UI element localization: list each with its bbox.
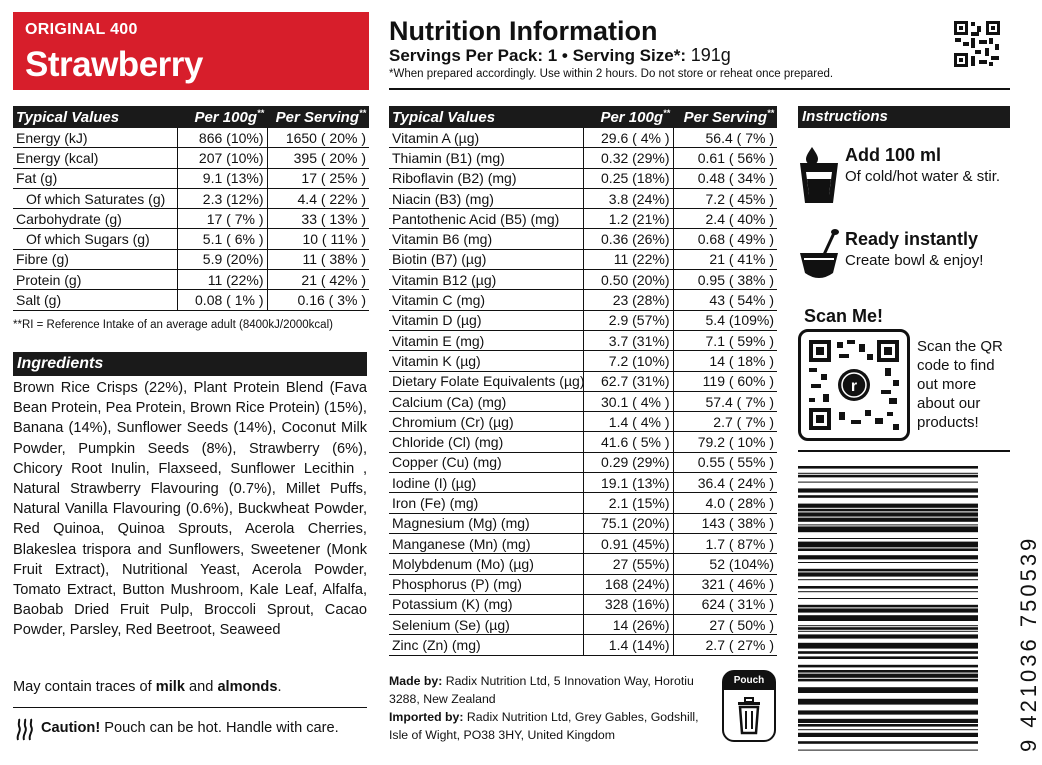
nutrient-name: Chromium (Cr) (µg) — [389, 412, 583, 432]
barcode-bar — [798, 598, 978, 599]
nutrient-name: Riboflavin (B2) (mg) — [389, 168, 583, 188]
per-serving-value: 2.4 ( 40% ) — [673, 209, 777, 229]
caution-text: Pouch can be hot. Handle with care. — [100, 720, 339, 736]
nutrient-name: Of which Sugars (g) — [13, 229, 177, 249]
table-row — [389, 310, 777, 330]
pouch-disposal-badge — [722, 670, 776, 742]
nutrient-name: Zinc (Zn) (mg) — [389, 635, 583, 655]
per-100g-value: 0.50 (20%) — [583, 270, 673, 290]
nutrient-name: Salt (g) — [13, 290, 177, 310]
table-row — [13, 128, 369, 148]
barcode-bar — [798, 615, 978, 621]
nutrient-name: Chloride (Cl) (mg) — [389, 432, 583, 452]
servings-info — [389, 45, 731, 66]
barcode-bar — [798, 524, 978, 525]
col-typical-values: Typical Values — [389, 106, 583, 128]
bowl-with-spoon-icon — [798, 229, 840, 289]
per-100g-value: 168 (24%) — [583, 574, 673, 594]
heat-icon — [15, 718, 35, 742]
per-serving-value: 5.4 (109%) — [673, 310, 777, 330]
svg-text:r: r — [850, 378, 858, 395]
allergen-almonds: almonds — [217, 679, 278, 695]
step-1-text: Of cold/hot water & stir. — [845, 168, 1001, 185]
per-serving-value: 7.2 ( 45% ) — [673, 188, 777, 208]
per-100g-value: 75.1 (20%) — [583, 513, 673, 533]
nutrient-name: Of which Saturates (g) — [13, 188, 177, 208]
barcode-bar — [798, 750, 978, 751]
col-typical-values: Typical Values — [13, 106, 177, 128]
vitamins-table-header — [389, 106, 777, 128]
per-serving-value: 7.1 ( 59% ) — [673, 330, 777, 350]
barcode-bar — [798, 482, 978, 483]
nutrient-name: Energy (kcal) — [13, 148, 177, 168]
scan-title: Scan Me! — [804, 306, 884, 326]
nutrient-name: Vitamin C (mg) — [389, 290, 583, 310]
barcode-bar — [798, 674, 978, 678]
per-serving-value: 57.4 ( 7% ) — [673, 391, 777, 411]
nutrient-name: Phosphorus (P) (mg) — [389, 574, 583, 594]
step-2-title: Ready instantly — [845, 229, 979, 249]
nutrient-name: Dietary Folate Equivalents (µg) — [389, 371, 583, 391]
nutrient-name: Fibre (g) — [13, 249, 177, 269]
per-100g-value: 0.32 (29%) — [583, 148, 673, 168]
per-serving-value: 119 ( 60% ) — [673, 371, 777, 391]
nutrient-name: Calcium (Ca) (mg) — [389, 391, 583, 411]
ingredients-text: Brown Rice Crisps (22%), Plant Protein Blend (Fava Bean Protein, Pea Protein, Brown Rice Protein) (15%), Banana (14%), Sunflower Seeds (14%), Coconut Milk Powder, Pumpkin Seeds (8%), Strawberry (6%), Chicory Root Inulin, Flaxseed, Sunflower Lecithin , Natural Strawberry Flavouring (0.7%), Millet Puffs, Natural Vanilla Flavouring (0.6%), Buckwheat Powder, Red Quinoa, Quinoa Sprouts, Acerola Cherries, Blakeslea trispora and Sunflowers, Sweetener (Monk Fruit Extract), Nutritional Yeast, Acerola Powder, Tomato Extract, Button Mushroom, Kale Leaf, Alfalfa, Baobab Dried Fruit Pulp, Broccoli Sprout, Cacao Powder, Parsley, Red Beetroot, Seaweed — [13, 380, 367, 639]
instruction-step-1 — [798, 145, 1010, 215]
per-serving-value: 79.2 ( 10% ) — [673, 432, 777, 452]
table-row — [389, 452, 777, 472]
imported-by-label: Imported by: — [389, 710, 464, 724]
table-row — [389, 351, 777, 371]
nutrient-name: Molybdenum (Mo) (µg) — [389, 554, 583, 574]
manufacturer-info — [389, 672, 719, 744]
table-row — [389, 574, 777, 594]
per-serving-value: 2.7 ( 7% ) — [673, 412, 777, 432]
ingredients-header: Ingredients — [13, 352, 367, 376]
nutrient-name: Copper (Cu) (mg) — [389, 452, 583, 472]
per-serving-value: 27 ( 50% ) — [673, 615, 777, 635]
imported-by-text: Radix Nutrition Ltd, Grey Gables, Godshill, Isle of Wight, PO38 3HY, United Kingdom — [389, 710, 699, 742]
per-100g-value: 14 (26%) — [583, 615, 673, 635]
nutrient-name: Iron (Fe) (mg) — [389, 493, 583, 513]
per-serving-value: 11 ( 38% ) — [267, 249, 369, 269]
table-row — [389, 554, 777, 574]
per-100g-value: 2.9 (57%) — [583, 310, 673, 330]
barcode-bar — [798, 665, 978, 668]
barcode-bar — [798, 488, 978, 492]
per-100g-value: 0.08 ( 1% ) — [177, 290, 267, 310]
table-row — [389, 412, 777, 432]
barcode-bar — [798, 710, 978, 714]
per-serving-value: 0.16 ( 3% ) — [267, 290, 369, 310]
per-serving-value: 36.4 ( 24% ) — [673, 473, 777, 493]
nutrition-title: Nutrition Information — [389, 16, 658, 46]
nutrient-name: Biotin (B7) (µg) — [389, 249, 583, 269]
per-100g-value: 866 (10%) — [177, 128, 267, 148]
per-serving-value: 52 (104%) — [673, 554, 777, 574]
per-serving-value: 0.48 ( 34% ) — [673, 168, 777, 188]
per-serving-value: 321 ( 46% ) — [673, 574, 777, 594]
table-row — [389, 371, 777, 391]
barcode-bar — [798, 670, 978, 673]
barcode-icon — [798, 466, 978, 752]
barcode-bar — [798, 586, 978, 589]
barcode-bar — [798, 656, 978, 659]
table-row — [389, 473, 777, 493]
nutrient-name: Vitamin K (µg) — [389, 351, 583, 371]
table-row — [389, 168, 777, 188]
barcode-bar — [798, 555, 978, 559]
nutrient-name: Magnesium (Mg) (mg) — [389, 513, 583, 533]
barcode-bar — [798, 504, 978, 508]
step-1-title: Add 100 ml — [845, 145, 942, 165]
per-serving-value: 1.7 ( 87% ) — [673, 533, 777, 553]
per-100g-value: 19.1 (13%) — [583, 473, 673, 493]
brand-banner — [13, 12, 369, 90]
table-row — [389, 635, 777, 655]
barcode-bar — [798, 542, 978, 548]
barcode-bar — [798, 605, 978, 608]
per-100g-value: 1.4 ( 4% ) — [583, 412, 673, 432]
table-row — [389, 594, 777, 614]
per-serving-value: 17 ( 25% ) — [267, 168, 369, 188]
nutrient-name: Vitamin B12 (µg) — [389, 270, 583, 290]
vitamins-minerals-table — [389, 106, 777, 656]
barcode-bar — [798, 473, 978, 474]
nutrient-name: Vitamin B6 (mg) — [389, 229, 583, 249]
barcode-bar — [798, 627, 978, 630]
barcode-bar — [798, 466, 978, 469]
per-100g-value: 328 (16%) — [583, 594, 673, 614]
table-row — [389, 249, 777, 269]
pouch-label: Pouch — [724, 672, 774, 690]
per-100g-value: 23 (28%) — [583, 290, 673, 310]
table-row — [389, 148, 777, 168]
per-serving-value: 0.95 ( 38% ) — [673, 270, 777, 290]
barcode-bar — [798, 569, 978, 572]
step-2-text: Create bowl & enjoy! — [845, 252, 984, 269]
nutrient-name: Niacin (B3) (mg) — [389, 188, 583, 208]
per-100g-value: 5.1 ( 6% ) — [177, 229, 267, 249]
barcode-bar — [798, 538, 978, 539]
barcode-bar — [798, 625, 978, 626]
nutrient-name: Selenium (Se) (µg) — [389, 615, 583, 635]
per-serving-value: 624 ( 31% ) — [673, 594, 777, 614]
instruction-step-2 — [798, 229, 1010, 299]
barcode-bar — [798, 526, 978, 532]
table-row — [389, 513, 777, 533]
per-serving-value: 143 ( 38% ) — [673, 513, 777, 533]
table-row — [389, 188, 777, 208]
barcode-bar — [798, 724, 978, 727]
per-serving-value: 14 ( 18% ) — [673, 351, 777, 371]
per-100g-value: 0.29 (29%) — [583, 452, 673, 472]
barcode-bar — [798, 518, 978, 522]
flavour-name: Strawberry — [25, 45, 203, 84]
barcode-bar — [798, 579, 978, 580]
caution-note — [13, 716, 367, 744]
header-divider — [389, 88, 1010, 90]
table-row — [389, 209, 777, 229]
table-row — [13, 209, 369, 229]
per-100g-value: 1.2 (21%) — [583, 209, 673, 229]
per-100g-value: 62.7 (31%) — [583, 371, 673, 391]
table-row — [389, 432, 777, 452]
per-100g-value: 2.1 (15%) — [583, 493, 673, 513]
per-serving-value: 1650 ( 20% ) — [267, 128, 369, 148]
per-100g-value: 9.1 (13%) — [177, 168, 267, 188]
product-line: ORIGINAL 400 — [25, 21, 138, 38]
col-per-100g: Per 100g** — [583, 106, 673, 128]
per-serving-value: 395 ( 20% ) — [267, 148, 369, 168]
table-row — [389, 290, 777, 310]
col-per-100g: Per 100g** — [177, 106, 267, 128]
table-row — [389, 391, 777, 411]
per-serving-value: 33 ( 13% ) — [267, 209, 369, 229]
instructions-header: Instructions — [798, 106, 1010, 128]
barcode-bar — [798, 608, 978, 612]
per-100g-value: 27 (55%) — [583, 554, 673, 574]
nutrient-name: Carbohydrate (g) — [13, 209, 177, 229]
per-100g-value: 30.1 ( 4% ) — [583, 391, 673, 411]
per-100g-value: 207 (10%) — [177, 148, 267, 168]
nutrient-name: Protein (g) — [13, 270, 177, 290]
qr-code-icon[interactable] — [809, 340, 899, 430]
per-100g-value: 3.8 (24%) — [583, 188, 673, 208]
barcode-bar — [798, 719, 978, 723]
nutrient-name: Vitamin D (µg) — [389, 310, 583, 330]
nutrient-name: Manganese (Mn) (mg) — [389, 533, 583, 553]
barcode-bar — [798, 687, 978, 693]
per-serving-value: 21 ( 41% ) — [673, 249, 777, 269]
nutrient-name: Fat (g) — [13, 168, 177, 188]
barcode-bar — [798, 741, 978, 744]
per-100g-value: 1.4 (14%) — [583, 635, 673, 655]
made-by-text: Radix Nutrition Ltd, 5 Innovation Way, Horotiu 3288, New Zealand — [389, 674, 694, 706]
preparation-note: *When prepared accordingly. Use within 2 hours. Do not store or reheat once prepared. — [389, 68, 834, 80]
scan-text: Scan the QR code to find out more about our products! — [917, 338, 1003, 431]
allergen-milk: milk — [155, 679, 185, 695]
per-100g-value: 11 (22%) — [583, 249, 673, 269]
per-100g-value: 17 ( 7% ) — [177, 209, 267, 229]
table-row — [389, 270, 777, 290]
table-row — [13, 229, 369, 249]
per-100g-value: 5.9 (20%) — [177, 249, 267, 269]
per-100g-value: 41.6 ( 5% ) — [583, 432, 673, 452]
table-row — [389, 493, 777, 513]
per-serving-value: 10 ( 11% ) — [267, 229, 369, 249]
per-serving-value: 4.4 ( 22% ) — [267, 188, 369, 208]
nutrient-name: Thiamin (B1) (mg) — [389, 148, 583, 168]
per-serving-value: 0.68 ( 49% ) — [673, 229, 777, 249]
nutrient-name: Pantothenic Acid (B5) (mg) — [389, 209, 583, 229]
barcode-bar — [798, 651, 978, 654]
barcode-number: 9 421036 750539 — [1016, 535, 1041, 752]
nutrient-name: Potassium (K) (mg) — [389, 594, 583, 614]
nutrition-table — [13, 106, 369, 311]
per-100g-value: 2.3 (12%) — [177, 188, 267, 208]
nutrient-name: Iodine (I) (µg) — [389, 473, 583, 493]
qr-code-small-icon[interactable] — [953, 20, 1001, 68]
table-row — [13, 168, 369, 188]
table-row — [389, 330, 777, 350]
col-per-serving: Per Serving** — [673, 106, 777, 128]
barcode-bar — [798, 509, 978, 512]
per-serving-value: 43 ( 54% ) — [673, 290, 777, 310]
nutrient-name: Energy (kJ) — [13, 128, 177, 148]
per-100g-value: 7.2 (10%) — [583, 351, 673, 371]
per-100g-value: 0.91 (45%) — [583, 533, 673, 553]
barcode-bar — [798, 643, 978, 649]
barcode-bar — [798, 495, 978, 498]
trash-bin-icon — [737, 696, 761, 736]
barcode-bar — [798, 591, 978, 592]
caution-divider — [13, 707, 367, 708]
barcode-bar — [798, 733, 978, 737]
table-row — [389, 615, 777, 635]
per-100g-value: 11 (22%) — [177, 270, 267, 290]
barcode-bar — [798, 512, 978, 516]
table-row — [389, 229, 777, 249]
caution-label: Caution! — [41, 720, 101, 736]
per-serving-value: 56.4 ( 7% ) — [673, 128, 777, 148]
servings-label: Servings Per Pack: 1 • Serving Size*: — [389, 46, 686, 65]
barcode-bar — [798, 729, 978, 730]
made-by-label: Made by: — [389, 674, 443, 688]
barcode-bar — [798, 548, 978, 551]
per-serving-value: 4.0 ( 28% ) — [673, 493, 777, 513]
allergen-traces: May contain traces of milk and almonds. — [13, 679, 282, 695]
barcode-divider — [798, 450, 1010, 452]
reference-intake-note: **RI = Reference Intake of an average adult (8400kJ/2000kcal) — [13, 319, 333, 331]
barcode-bar — [798, 634, 978, 638]
nutrition-table-header — [13, 106, 369, 128]
cup-with-water-drop-icon — [798, 145, 840, 205]
barcode-bar — [798, 679, 978, 682]
per-100g-value: 3.7 (31%) — [583, 330, 673, 350]
table-row — [389, 533, 777, 553]
per-serving-value: 0.61 ( 56% ) — [673, 148, 777, 168]
table-row — [13, 270, 369, 290]
serving-size: 191 — [690, 45, 721, 65]
barcode-bar — [798, 699, 978, 705]
per-serving-value: 21 ( 42% ) — [267, 270, 369, 290]
barcode-bar — [798, 631, 978, 632]
per-100g-value: 29.6 ( 4% ) — [583, 128, 673, 148]
per-100g-value: 0.25 (18%) — [583, 168, 673, 188]
barcode-bar — [798, 572, 978, 576]
per-serving-value: 2.7 ( 27% ) — [673, 635, 777, 655]
nutrient-name: Vitamin E (mg) — [389, 330, 583, 350]
table-row — [389, 128, 777, 148]
table-row — [13, 188, 369, 208]
barcode-bar — [798, 562, 978, 563]
serving-unit: g — [720, 45, 731, 65]
table-row — [13, 148, 369, 168]
nutrient-name: Vitamin A (µg) — [389, 128, 583, 148]
table-row — [13, 290, 369, 310]
barcode-bar — [798, 475, 978, 478]
qr-code-box[interactable] — [798, 329, 910, 441]
per-100g-value: 0.36 (26%) — [583, 229, 673, 249]
table-row — [13, 249, 369, 269]
col-per-serving: Per Serving** — [267, 106, 369, 128]
per-serving-value: 0.55 ( 55% ) — [673, 452, 777, 472]
